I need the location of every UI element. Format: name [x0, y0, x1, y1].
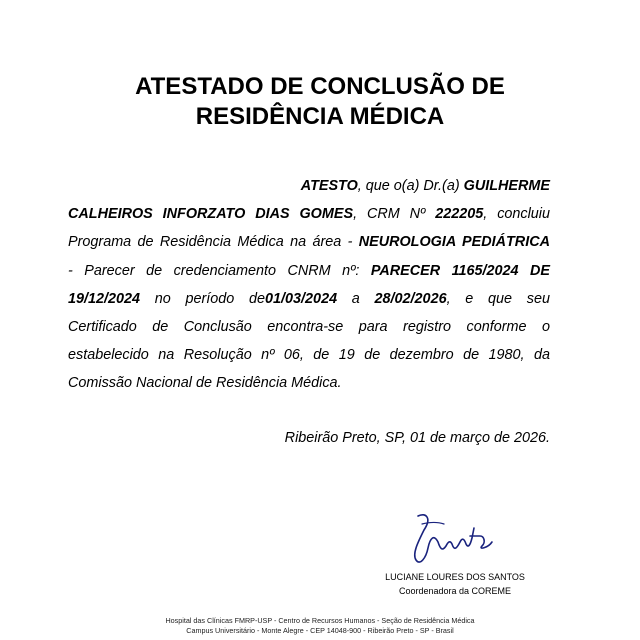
body-text-6: no período de: [140, 290, 266, 307]
parecer-part-2: 19/12/2024: [68, 290, 141, 307]
specialty-area: NEUROLOGIA PEDIÁTRICA: [358, 234, 550, 251]
signer-name: LUCIANE LOURES DOS SANTOS: [385, 572, 525, 582]
handwritten-signature: [404, 508, 496, 570]
signer-role: Coordenadora da COREME: [398, 586, 512, 596]
body-line-2: [68, 200, 550, 228]
doctor-name-part-1: GUILHERME: [463, 178, 550, 194]
certificate-body: [68, 172, 550, 398]
crm-number: 222205: [435, 206, 484, 223]
body-line-7: estabelecido na Resolução nº 06, de 19 de dezembro de 1980, da: [68, 347, 550, 364]
parecer-part-1: PARECER 1165/2024 DE: [370, 262, 550, 279]
document-title: [0, 72, 640, 132]
body-text-3: , concluiu: [483, 206, 550, 223]
place-and-date: Ribeirão Preto, SP, 01 de março de 2026.: [284, 430, 550, 446]
title-line-1: ATESTADO DE CONCLUSÃO DE: [135, 73, 505, 100]
signer-block: [340, 570, 570, 598]
body-line-8: Comissão Nacional de Residência Médica.: [68, 375, 342, 392]
start-date: 01/03/2024: [265, 290, 338, 307]
body-line-3: [68, 228, 550, 256]
body-text-2: , CRM Nº: [353, 206, 436, 223]
footer-line-2: Campus Universitário - Monte Alegre - CEP 14048-900 - Ribeirão Preto - SP - Brasil: [186, 626, 454, 635]
body-line-4: [68, 257, 550, 285]
body-line-5: [68, 285, 550, 313]
footer-line-1: Hospital das Clínicas FMRP-USP - Centro de Recursos Humanos - Seção de Residência Médica: [165, 616, 475, 625]
end-date: 28/02/2026: [374, 290, 447, 307]
atesto-word: ATESTO: [300, 178, 358, 194]
body-text-1: , que o(a) Dr.(a): [357, 178, 464, 194]
doctor-name-part-2: CALHEIROS INFORZATO DIAS GOMES: [68, 206, 354, 223]
body-text-4: Programa de Residência Médica na área -: [68, 234, 359, 251]
body-line-1: [68, 172, 550, 200]
body-text-8: , e que seu: [446, 290, 550, 307]
body-line-6: Certificado de Conclusão encontra-se para registro conforme o: [68, 319, 550, 336]
page-footer: [0, 616, 640, 636]
body-text-5: - Parecer de credenciamento CNRM nº:: [68, 262, 371, 279]
title-line-2: RESIDÊNCIA MÉDICA: [195, 103, 445, 130]
body-text-7: a: [337, 290, 375, 307]
